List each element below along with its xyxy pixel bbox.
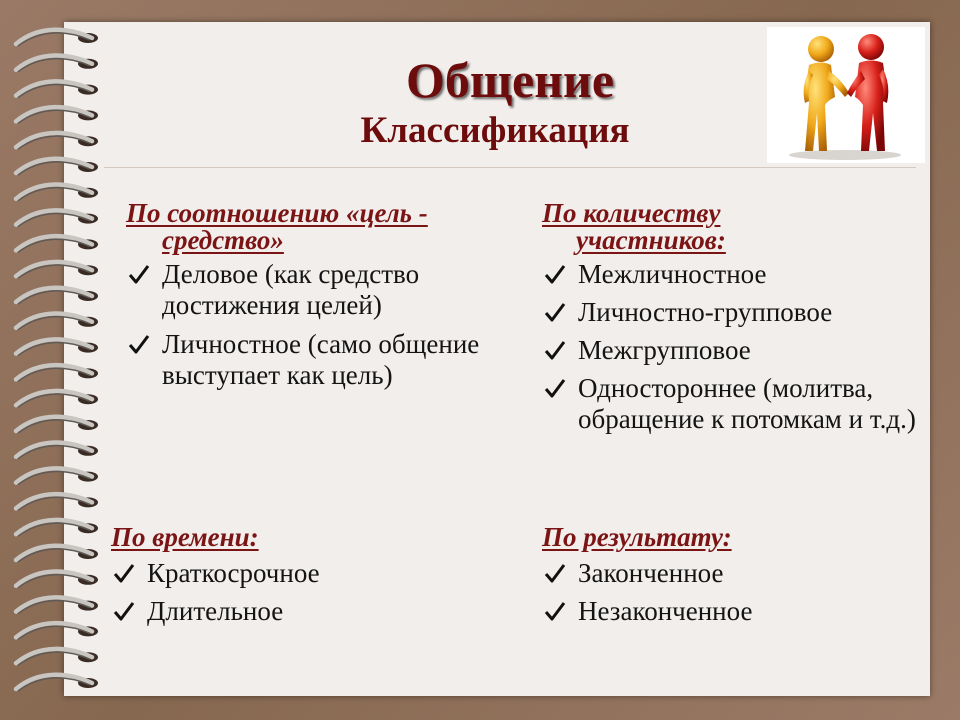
divider — [104, 167, 916, 168]
page-title: Общение — [405, 52, 615, 108]
section-heading-line1: По количеству — [542, 198, 721, 228]
checkmark-icon — [544, 263, 566, 285]
section-list — [542, 259, 922, 435]
section-list — [111, 558, 491, 627]
page-subtitle: Классификация — [360, 110, 630, 151]
section-time — [111, 524, 491, 634]
list-item-text: Незаконченное — [578, 596, 753, 626]
list-item-text: Законченное — [578, 558, 724, 588]
section-participants — [542, 200, 922, 442]
section-heading — [542, 200, 922, 254]
list-item-text: Длительное — [147, 596, 284, 626]
list-item — [126, 329, 516, 391]
checkmark-icon — [544, 301, 566, 323]
checkmark-icon — [544, 600, 566, 622]
handshake-picture — [767, 27, 925, 163]
section-heading — [126, 200, 516, 254]
section-heading-line2: средство» — [162, 225, 284, 255]
list-item — [126, 259, 516, 321]
list-item — [542, 297, 922, 328]
section-list — [126, 259, 516, 391]
list-item-text: Межличностное — [578, 259, 767, 289]
checkmark-icon — [544, 562, 566, 584]
section-heading — [111, 524, 491, 551]
list-item-text: Личностно-групповое — [578, 297, 833, 327]
checkmark-icon — [128, 333, 150, 355]
section-heading-line1: По результату: — [542, 522, 732, 552]
checkmark-icon — [113, 600, 135, 622]
checkmark-icon — [544, 377, 566, 399]
list-item — [111, 596, 491, 627]
list-item-text: Деловое (как средство достижения целей) — [162, 259, 420, 320]
checkmark-icon — [544, 339, 566, 361]
section-heading — [542, 524, 922, 551]
list-item — [542, 558, 922, 589]
section-heading-line2: участников: — [576, 225, 726, 255]
list-item — [542, 596, 922, 627]
two-figures-handshake-icon — [767, 27, 925, 163]
checkmark-icon — [113, 562, 135, 584]
list-item — [542, 373, 922, 435]
section-heading-line1: По времени: — [111, 522, 259, 552]
list-item-text: Личностное (само общение выступает как цель) — [162, 329, 480, 390]
checkmark-icon — [128, 263, 150, 285]
list-item — [542, 335, 922, 366]
list-item-text: Межгрупповое — [578, 335, 751, 365]
list-item-text: Одностороннее (молитва, обращение к потомкам и т.д.) — [578, 373, 916, 434]
section-heading-line1: По соотношению «цель - — [126, 198, 428, 228]
list-item-text: Краткосрочное — [147, 558, 320, 588]
list-item — [542, 259, 922, 290]
section-list — [542, 558, 922, 627]
list-item — [111, 558, 491, 589]
section-goal-means — [126, 200, 516, 399]
section-result — [542, 524, 922, 634]
